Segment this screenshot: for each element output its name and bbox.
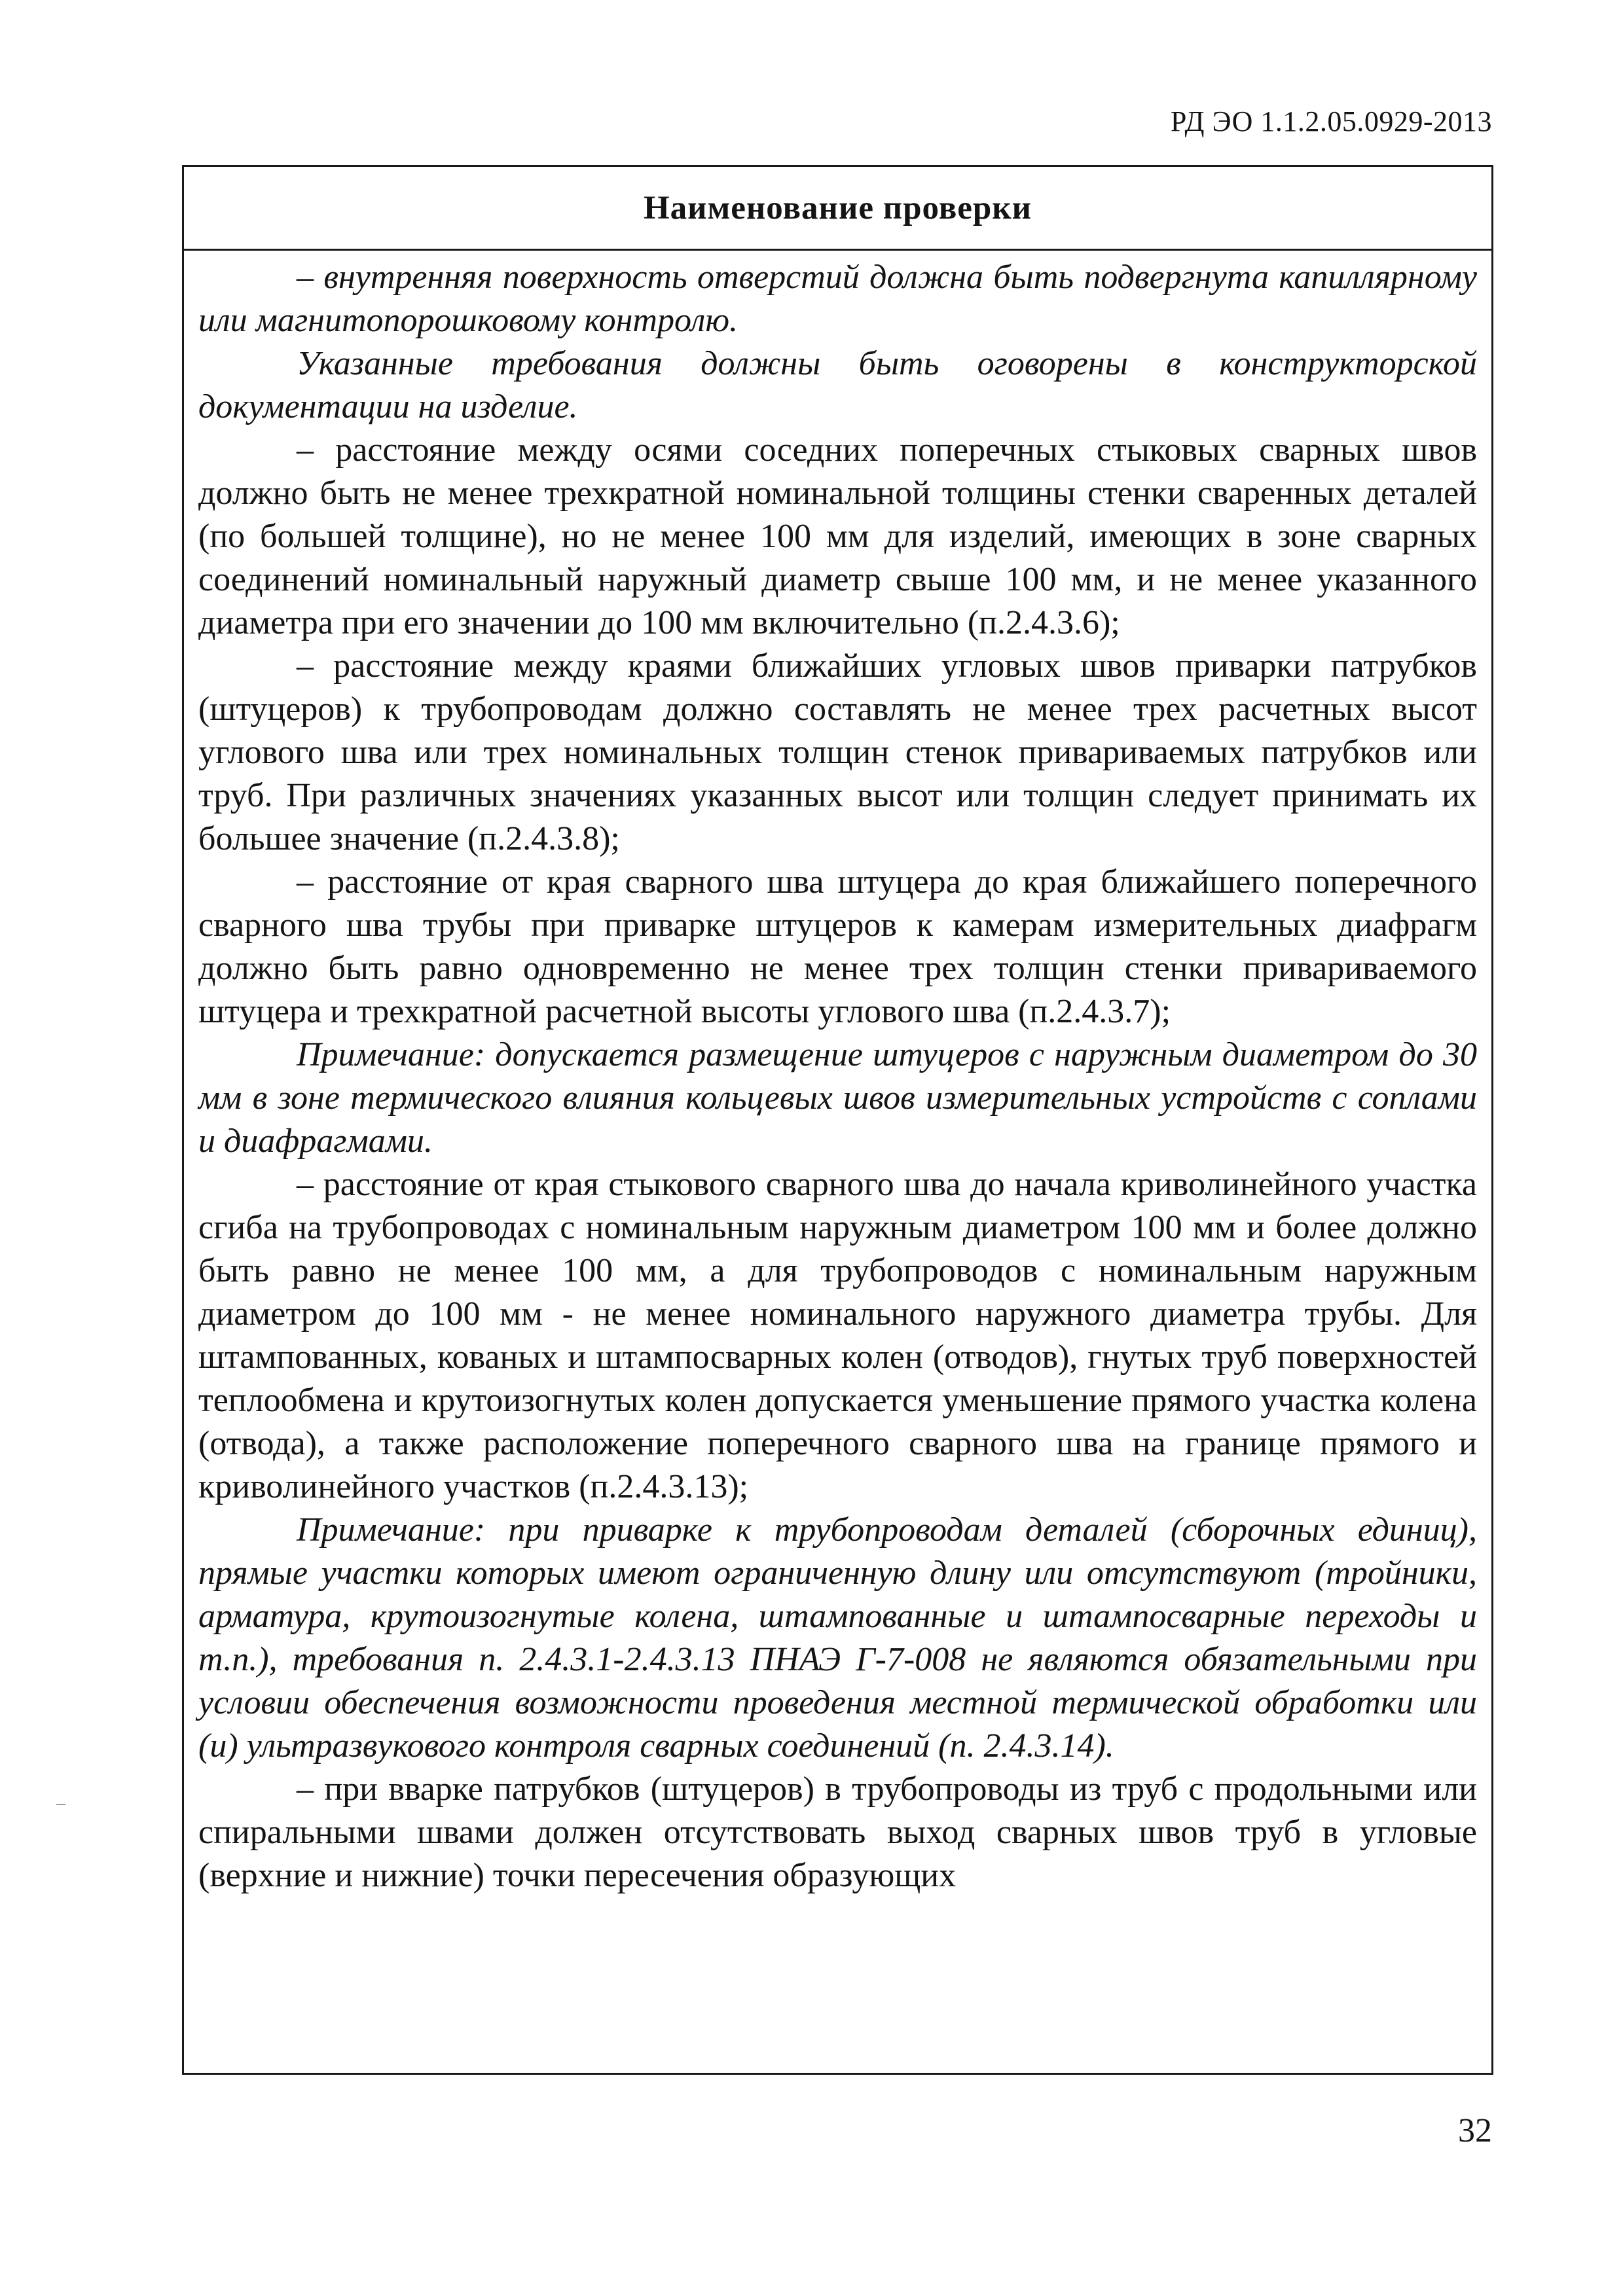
note-limited-straight-sections: Примечание: при приварке к трубопроводам деталей (сборочных единиц), прямые участки которых имеют ограниченную длину или отсутствуют (тройники, арматура, крутоизогнутые колена, штампованные и штампосварные переходы и т.п.), требования п. 2.4.3.1-2.4.3.13 ПНАЭ Г-7-008 не являются обязательными при условии обеспечения возможности проведения местной термической обработки или (и) ультразвукового контроля сварных соединений (п. 2.4.3.14). bbox=[198, 1511, 1477, 1765]
document-code: РД ЭО 1.1.2.05.0929-2013 bbox=[1170, 105, 1492, 137]
table-cell-body bbox=[184, 251, 1491, 1897]
paragraph-fillet-weld-spacing: – расстояние между краями ближайших угловых швов приварки патрубков (штуцеров) к трубопроводам должно составлять не менее трех расчетных высот углового шва или трех номинальных толщин стенок привариваемых патрубков или труб. При различных значениях указанных высот или толщин следует принимать их большее значение (п.2.4.3.8); bbox=[198, 647, 1477, 857]
note-fitting-placement: Примечание: допускается размещение штуцеров с наружным диаметром до 30 мм в зоне термического влияния кольцевых швов измерительных устройств с соплами и диафрагмами. bbox=[198, 1036, 1477, 1160]
margin-mark bbox=[56, 1804, 65, 1805]
paragraph-hole-surface-control: – внутренняя поверхность отверстий должна быть подвергнута капиллярному или магнитопорошковому контролю. bbox=[198, 259, 1477, 339]
inspection-table bbox=[182, 165, 1493, 2075]
page-number: 32 bbox=[1458, 2112, 1492, 2149]
column-header: Наименование проверки bbox=[184, 167, 1491, 251]
paragraph-design-docs-requirement: Указанные требования должны быть оговорены в конструкторской документации на изделие. bbox=[198, 345, 1477, 425]
paragraph-fitting-weld-distance: – расстояние от края сварного шва штуцера до края ближайшего поперечного сварного шва трубы при приварке штуцеров к камерам измерительных диафрагм должно быть равно одновременно не менее трех толщин стенки привариваемого штуцера и трехкратной расчетной высоты углового шва (п.2.4.3.7); bbox=[198, 863, 1477, 1030]
paragraph-butt-weld-spacing: – расстояние между осями соседних поперечных стыковых сварных швов должно быть не менее трехкратной номинальной толщины стенки сваренных деталей (по большей толщине), но не менее 100 мм для изделий, имеющих в зоне сварных соединений номинальный наружный диаметр свыше 100 мм, и не менее указанного диаметра при его значении до 100 мм включительно (п.2.4.3.6); bbox=[198, 431, 1477, 641]
paragraph-nozzle-welding: – при вварке патрубков (штуцеров) в трубопроводы из труб с продольными или спиральными швами должен отсутствовать выход сварных швов труб в угловые (верхние и нижние) точки пересечения образующих bbox=[198, 1770, 1477, 1894]
paragraph-bend-distance: – расстояние от края стыкового сварного шва до начала криволинейного участка сгиба на трубопроводах с номинальным наружным диаметром 100 мм и более должно быть равно не менее 100 мм, а для трубопроводов с номинальным наружным диаметром до 100 мм - не менее номинального наружного диаметра трубы. Для штампованных, кованых и штампосварных колен (отводов), гнутых труб поверхностей теплообмена и крутоизогнутых колен допускается уменьшение прямого участка колена (отвода), а также расположение поперечного сварного шва на границе прямого и криволинейного участков (п.2.4.3.13); bbox=[198, 1166, 1477, 1505]
